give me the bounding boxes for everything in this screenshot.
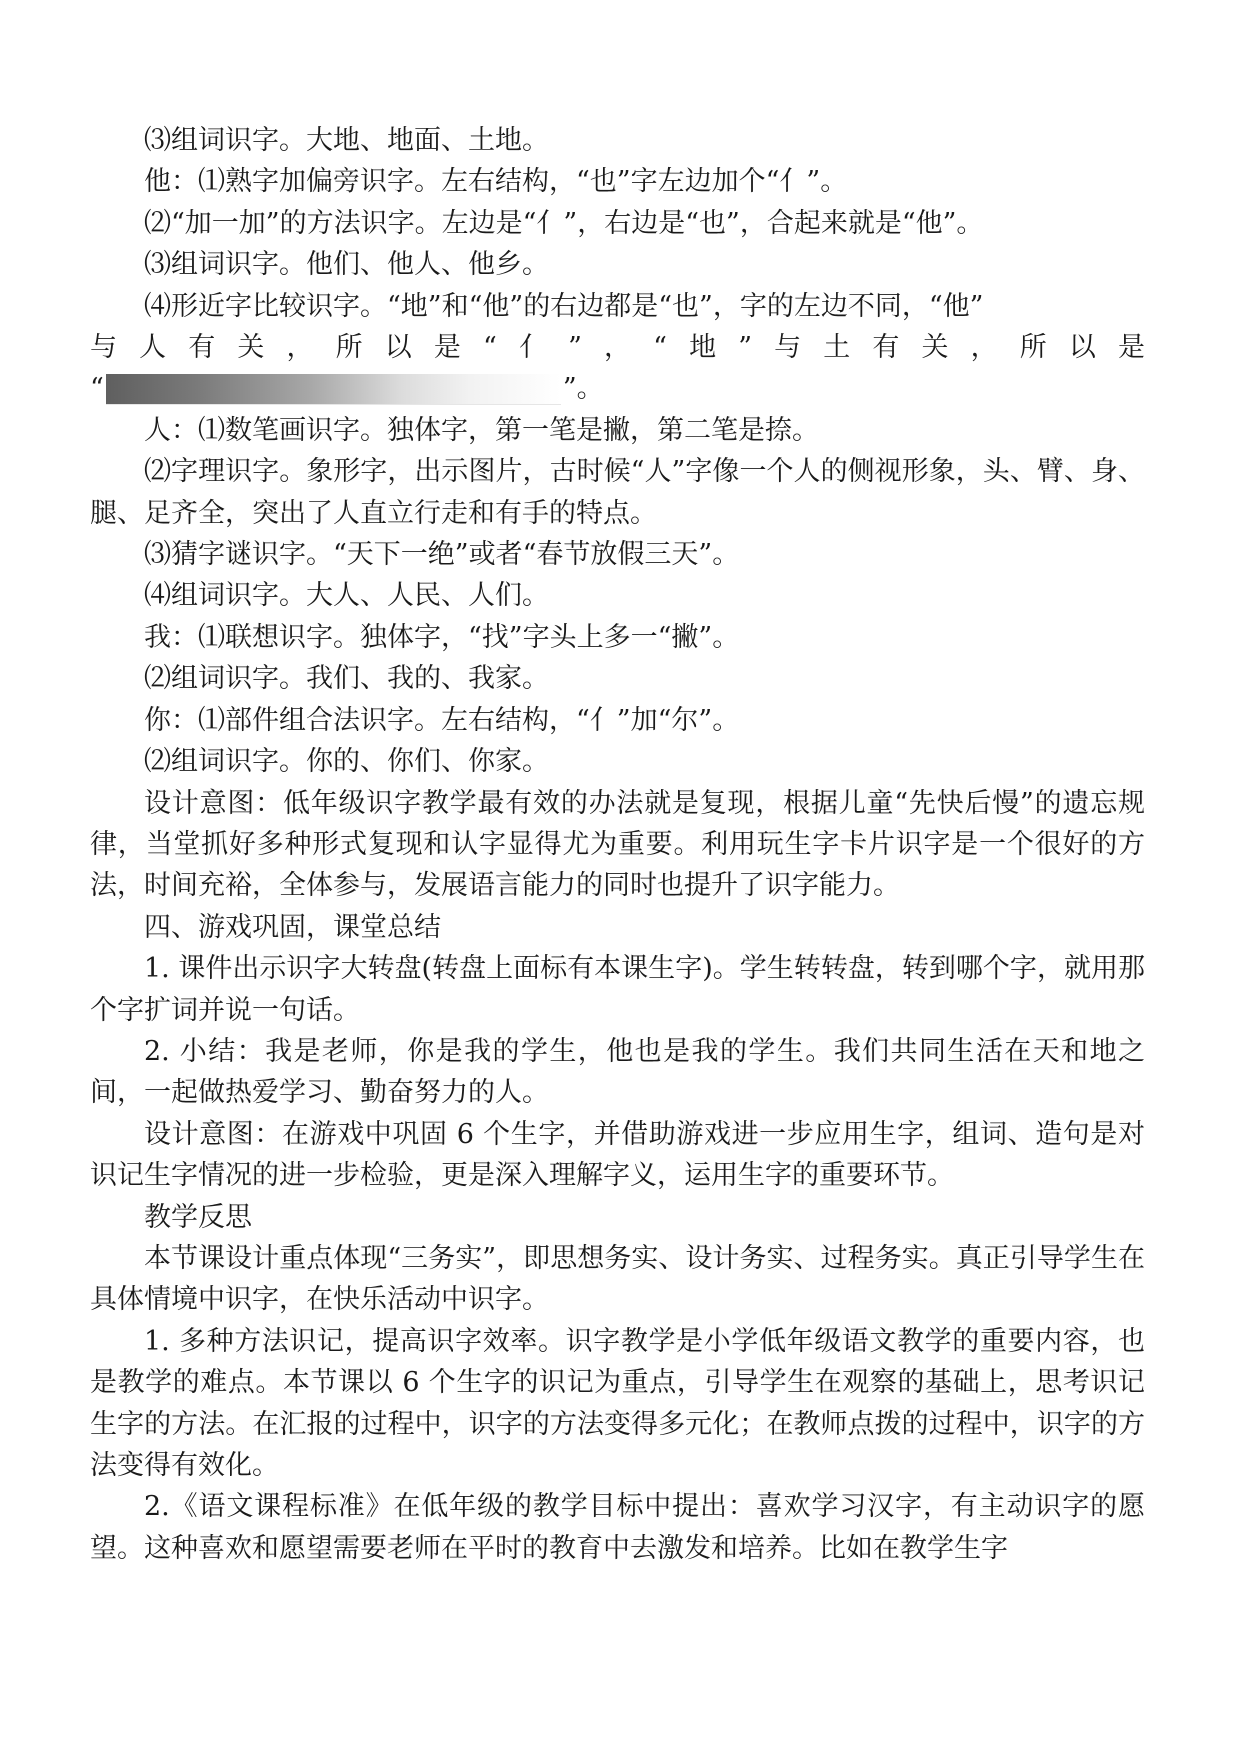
spread-char: 人 [139,332,167,364]
redacted-line [90,368,1145,409]
spread-char: 是 [1118,332,1145,364]
section-heading-reflection: 教学反思 [144,1201,252,1233]
paragraph-ta-compare: ⑷形近字比较识字。“地”和“他”的右边都是“也”，字的左边不同，“他” [144,290,984,322]
paragraph-ren-words: ⑷组词识字。大人、人民、人们。 [144,580,549,612]
spread-char: 有 [188,332,216,364]
document-page [90,120,1145,1569]
paragraph-wo-association: 我：⑴联想识字。独体字，“找”字头上多一“撇”。 [144,621,740,653]
spread-char: ” [738,332,752,364]
paragraph-ta-words: ⑶组词识字。他们、他人、他乡。 [144,249,549,281]
paragraph-ren-riddle: ⑶猜字谜识字。“天下一绝”或者“春节放假三天”。 [144,539,740,571]
spread-char: 土 [823,332,851,364]
spread-char: ， [970,332,998,364]
close-quote: ”。 [562,373,604,405]
spread-char: 关 [237,332,265,364]
spread-char: ， [604,332,631,364]
paragraph-ni-words: ⑵组词识字。你的、你们、你家。 [144,746,549,778]
paragraph-ta-method-2: ⑵“加一加”的方法识字。左边是“亻”，右边是“也”，合起来就是“他”。 [144,207,984,239]
spread-char: 与 [90,332,117,364]
paragraph-summary-2: 2. 小结：我是老师，你是我的学生，他也是我的学生。我们共同生活在天和地之间，一起做热爱学习、勤奋努力的人。 [90,1035,1145,1109]
spread-char: 地 [689,332,717,364]
redaction-bar [106,374,561,405]
paragraph-di-words: ⑶组词识字。大地、地面、土地。 [144,125,549,156]
paragraph-ta-method-1: 他：⑴熟字加偏旁识字。左右结构，“也”字左边加个“亻”。 [144,166,848,198]
paragraph-reflection-2: 2.《语文课程标准》在低年级的教学目标中提出：喜欢学习汉字，有主动识字的愿望。这种喜欢和愿望需要老师在平时的教育中去激发和培养。比如在教学生字 [90,1491,1145,1564]
spread-char: “ [653,332,667,364]
spread-char: 亻 [518,332,546,364]
spread-char: 以 [384,332,412,364]
paragraph-design-intent-2: 设计意图：在游戏中巩固 6 个生字，并借助游戏进一步应用生字，组词、造句是对识记生字情况的进一步检验，更是深入理解字义，运用生字的重要环节。 [90,1118,1145,1192]
section-heading-4: 四、游戏巩固，课堂总结 [144,911,441,943]
paragraph-ni-components: 你：⑴部件组合法识字。左右结构，“亻”加“尔”。 [144,704,740,736]
spread-char: ” [568,332,582,364]
spread-char: 关 [921,332,949,364]
spread-char: 是 [433,332,461,364]
paragraph-ren-strokes: 人：⑴数笔画识字。独体字，第一笔是撇，第二笔是捺。 [144,414,819,446]
spread-char: ， [286,332,314,364]
paragraph-ren-pictograph: ⑵字理识字。象形字，出示图片，古时候“人”字像一个人的侧视形象，头、臂、身、腿、足齐全，突出了人直立行走和有手的特点。 [90,456,1145,529]
paragraph-design-intent-1: 设计意图：低年级识字教学最有效的办法就是复现，根据儿童“先快后慢”的遗忘规律，当堂抓好多种形式复现和认字显得尤为重要。利用玩生字卡片识字是一个很好的方法，时间充裕，全体参与，发展语言能力的同时也提升了识字能力。 [90,787,1145,902]
paragraph-wo-words: ⑵组词识字。我们、我的、我家。 [144,663,549,695]
paragraph-ta-compare-continued [90,327,1145,368]
spread-char: 所 [1019,332,1047,364]
paragraph-reflection-1: 1. 多种方法识记，提高识字效率。识字教学是小学低年级语文教学的重要内容，也是教学的难点。本节课以 6 个生字的识记为重点，引导学生在观察的基础上，思考识记生字的方法。在汇报的过程中，识字的方法变得多元化；在教师点拨的过程中，识字的方法变得有效化。 [90,1325,1145,1481]
spread-char: 以 [1068,332,1096,364]
spread-char: 有 [872,332,900,364]
spread-char: “ [483,332,497,364]
paragraph-reflection-intro: 本节课设计重点体现“三务实”，即思想务实、设计务实、过程务实。真正引导学生在具体情境中识字，在快乐活动中识字。 [90,1242,1145,1316]
spread-char: 所 [335,332,363,364]
spread-char: 与 [774,332,802,364]
paragraph-game-1: 1. 课件出示识字大转盘(转盘上面标有本课生字)。学生转转盘，转到哪个字，就用那个字扩词并说一句话。 [90,953,1145,1026]
open-quote: “ [90,373,104,405]
